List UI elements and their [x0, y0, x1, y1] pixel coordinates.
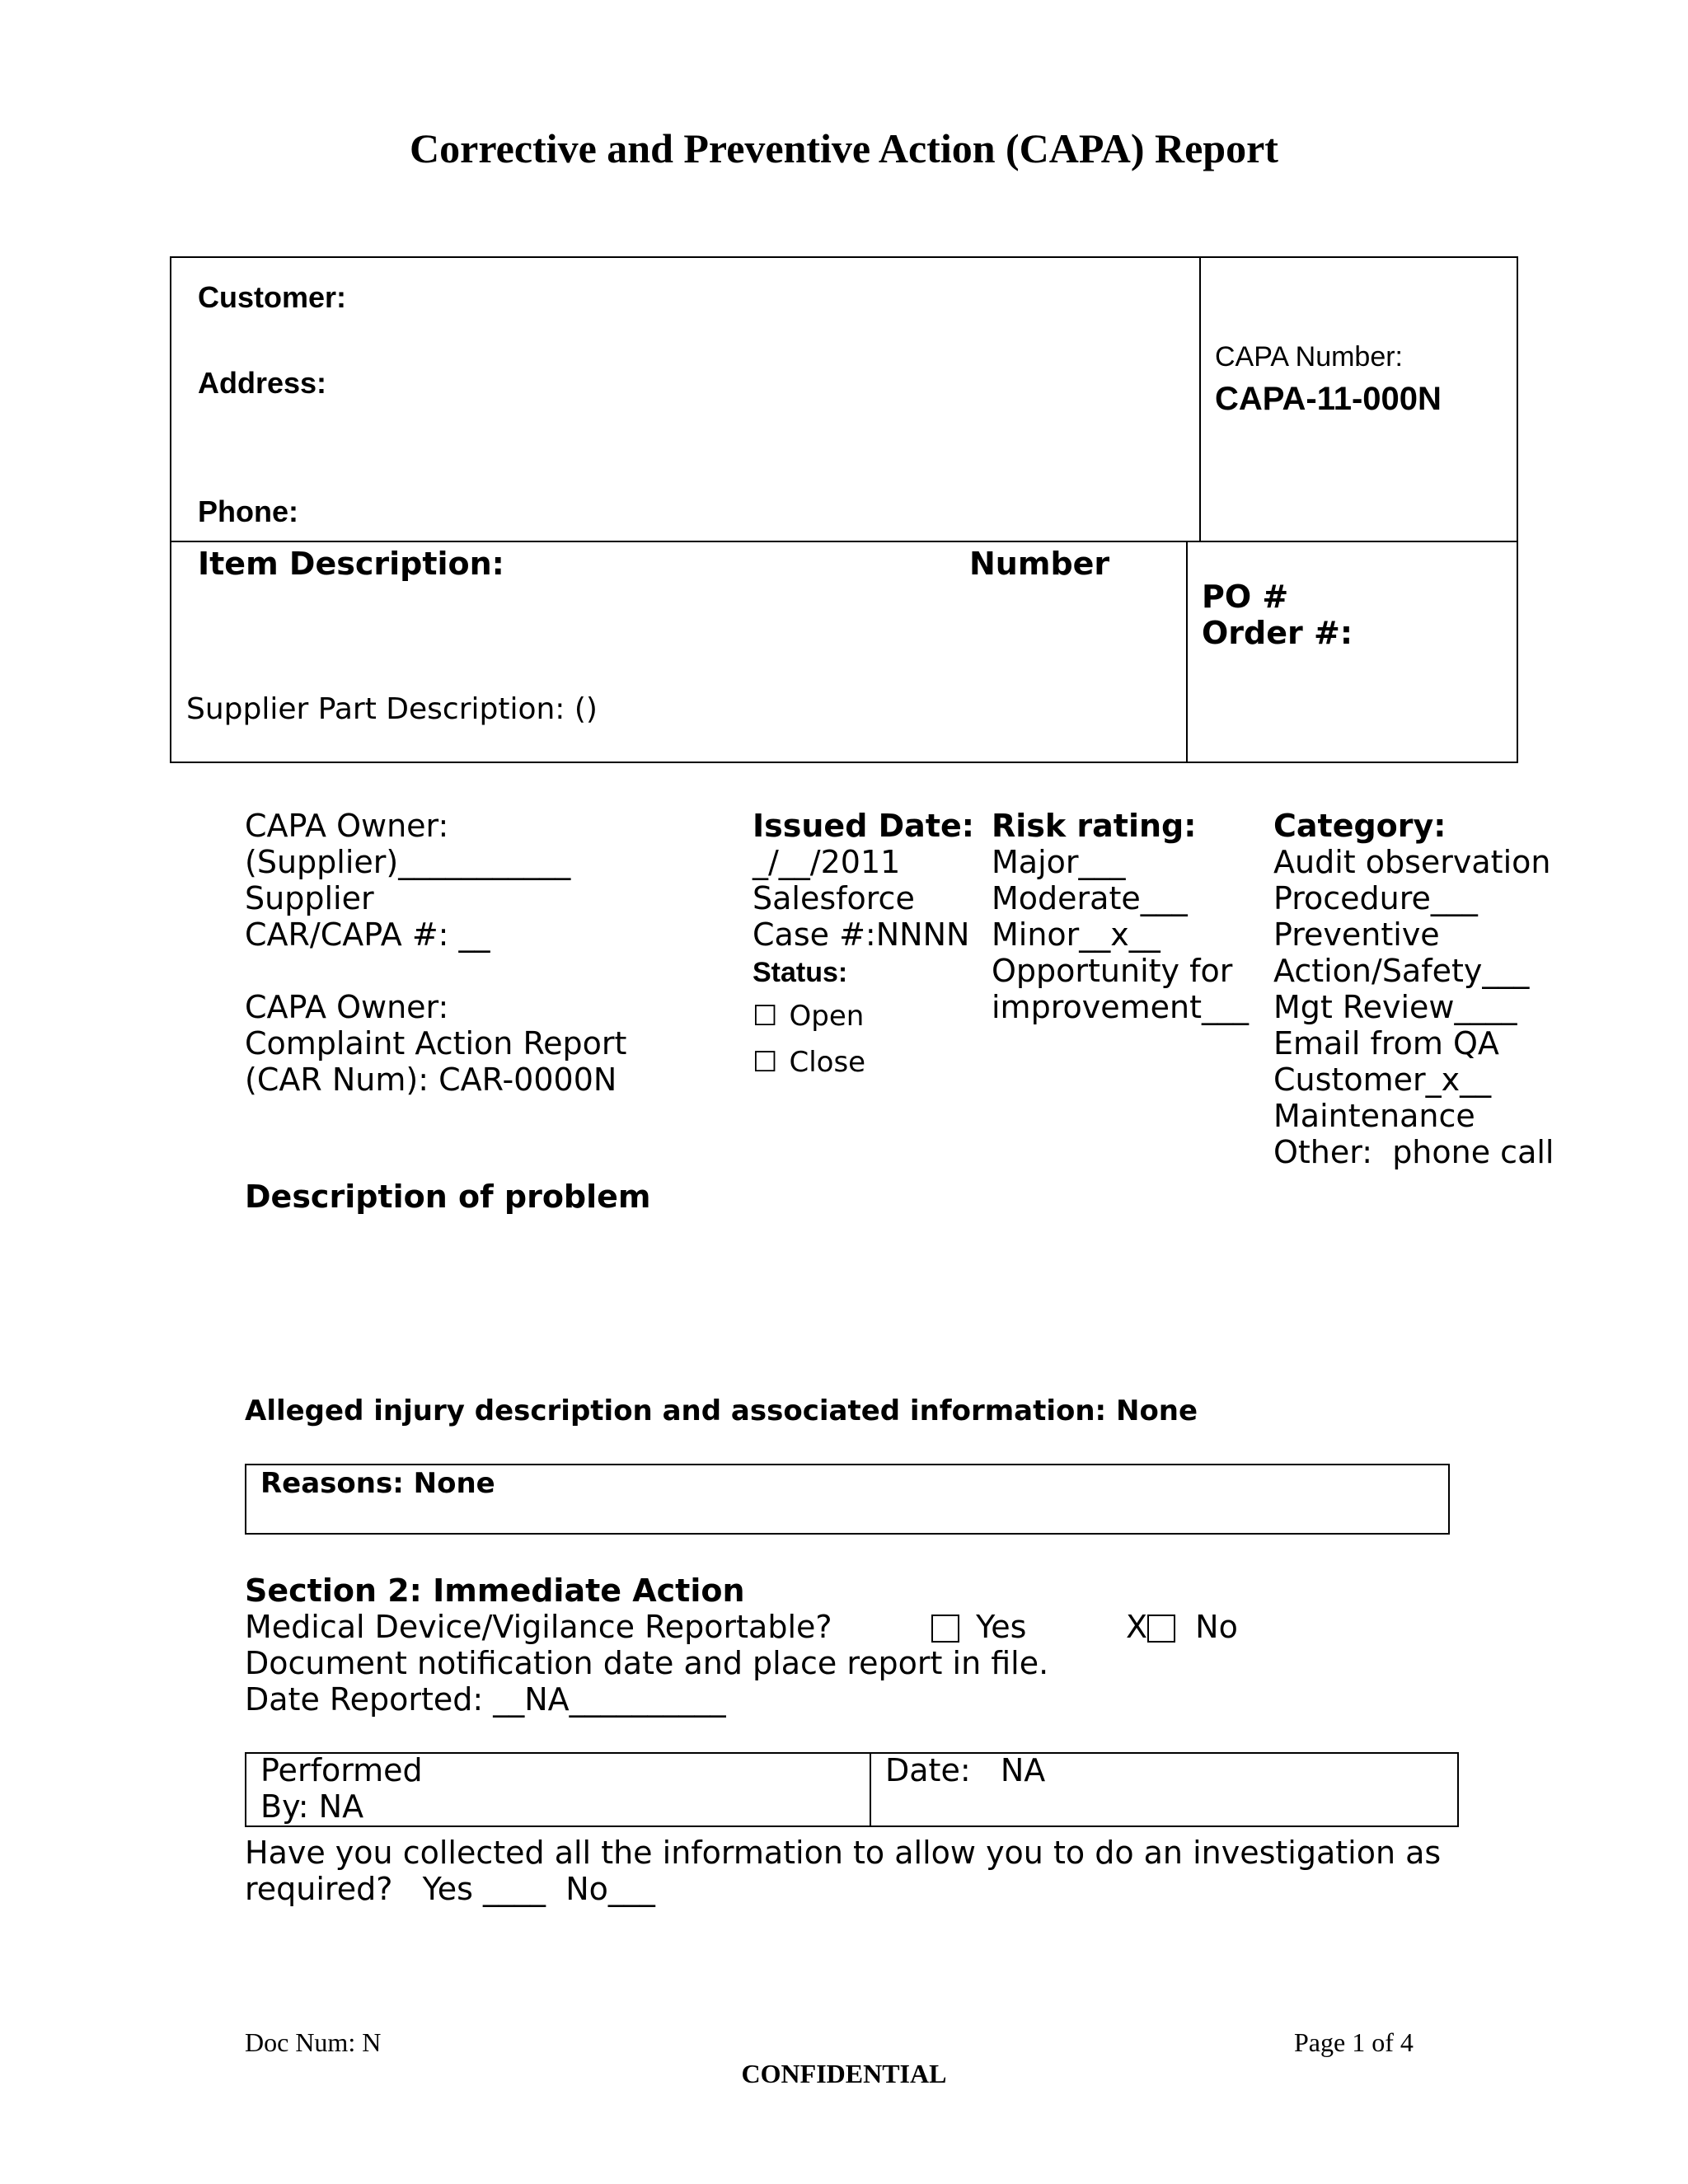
- status-option-label: Open: [789, 1000, 865, 1033]
- owner-line: CAR/CAPA #: __: [245, 916, 490, 953]
- issued-column: [753, 808, 974, 953]
- performed-table-divider: [870, 1752, 871, 1827]
- reportable-yes-option[interactable]: [931, 1609, 1026, 1645]
- investigation-question: [245, 1835, 1441, 1907]
- status-label: Status:: [753, 957, 848, 988]
- notification-line: Document notification date and place report in file.: [245, 1645, 1049, 1681]
- category-line: Procedure___: [1273, 880, 1478, 916]
- capa-number-label: CAPA Number:: [1215, 341, 1404, 373]
- owner-line: [245, 953, 626, 989]
- issued-line: _/__/2011: [753, 844, 901, 880]
- doc-num: Doc Num: N: [245, 2027, 382, 2057]
- description-heading: Description of problem: [245, 1179, 651, 1215]
- category-line: Mgt Review____: [1273, 989, 1517, 1025]
- owner-line: Supplier: [245, 880, 374, 916]
- phone-label: Phone:: [198, 494, 298, 528]
- investigation-line: Have you collected all the information to allow you to do an investigation as: [245, 1835, 1442, 1871]
- reportable-no-option[interactable]: [1126, 1609, 1238, 1645]
- order-label: Order #:: [1202, 615, 1353, 651]
- page-number: Page 1 of 4: [1294, 2027, 1414, 2057]
- item-box-divider: [1186, 541, 1188, 763]
- address-label: Address:: [198, 366, 327, 400]
- owner-line: Complaint Action Report: [245, 1025, 627, 1062]
- category-line: Email from QA: [1273, 1025, 1499, 1062]
- status-option-open[interactable]: [753, 999, 864, 1033]
- status-option-label: Close: [789, 1046, 866, 1079]
- supplier-part-description: Supplier Part Description: (): [186, 692, 598, 726]
- category-line: Audit observation: [1273, 844, 1551, 880]
- category-line: Customer_x__: [1273, 1062, 1492, 1098]
- capa-number-value: CAPA-11-000N: [1215, 381, 1442, 417]
- checkbox-icon: [931, 1615, 959, 1643]
- item-description-label: Item Description:: [198, 546, 504, 582]
- risk-column: [992, 808, 1249, 1025]
- date-cell: Date: NA: [885, 1752, 1046, 1788]
- owner-line: CAPA Owner:: [245, 989, 449, 1025]
- section2-heading: Section 2: Immediate Action: [245, 1572, 745, 1609]
- customer-label: Customer:: [198, 280, 347, 314]
- capa-owner-column: [245, 808, 626, 1098]
- performed-by-line: Performed: [260, 1752, 423, 1788]
- risk-line: Minor__x__: [992, 916, 1160, 953]
- checkbox-icon: ☐: [753, 1046, 778, 1079]
- investigation-line: required? Yes ____ No___: [245, 1871, 655, 1907]
- category-line: Action/Safety___: [1273, 953, 1530, 989]
- confidential-label: CONFIDENTIAL: [741, 2059, 947, 2088]
- no-mark: X: [1126, 1609, 1148, 1645]
- page-title: Corrective and Preventive Action (CAPA) Report: [410, 125, 1278, 171]
- performed-by-table: [245, 1752, 1459, 1827]
- date-reported-line: Date Reported: __NA__________: [245, 1681, 726, 1718]
- yes-label: Yes: [976, 1609, 1027, 1645]
- performed-by-cell: [260, 1752, 423, 1825]
- issued-date-heading: Issued Date:: [753, 808, 974, 844]
- customer-box-divider: [1199, 256, 1201, 542]
- reasons-text: Reasons: None: [260, 1467, 495, 1500]
- reportable-question: Medical Device/Vigilance Reportable?: [245, 1609, 832, 1645]
- status-option-close[interactable]: [753, 1045, 865, 1080]
- risk-line: Major___: [992, 844, 1126, 880]
- category-line: Maintenance: [1273, 1098, 1475, 1134]
- number-label: Number: [969, 546, 1110, 582]
- owner-line: (CAR Num): CAR-0000N: [245, 1062, 617, 1098]
- risk-line: improvement___: [992, 989, 1249, 1025]
- no-label: No: [1195, 1609, 1238, 1645]
- owner-line: CAPA Owner:: [245, 808, 449, 844]
- checkbox-icon: [1147, 1615, 1175, 1643]
- performed-by-line: By: NA: [260, 1788, 364, 1825]
- risk-rating-heading: Risk rating:: [992, 808, 1197, 844]
- issued-line: Salesforce: [753, 880, 915, 916]
- risk-line: Opportunity for: [992, 953, 1233, 989]
- category-line: Preventive: [1273, 916, 1440, 953]
- po-label: PO #: [1202, 579, 1289, 615]
- alleged-injury-line: Alleged injury description and associated information: None: [245, 1394, 1198, 1427]
- checkbox-icon: ☐: [753, 1000, 778, 1033]
- category-heading: Category:: [1273, 808, 1447, 844]
- issued-line: Case #:NNNN: [753, 916, 970, 953]
- category-line: Other: phone call: [1273, 1134, 1554, 1170]
- risk-line: Moderate___: [992, 880, 1188, 916]
- category-column: [1273, 808, 1554, 1170]
- owner-line: (Supplier)___________: [245, 844, 571, 880]
